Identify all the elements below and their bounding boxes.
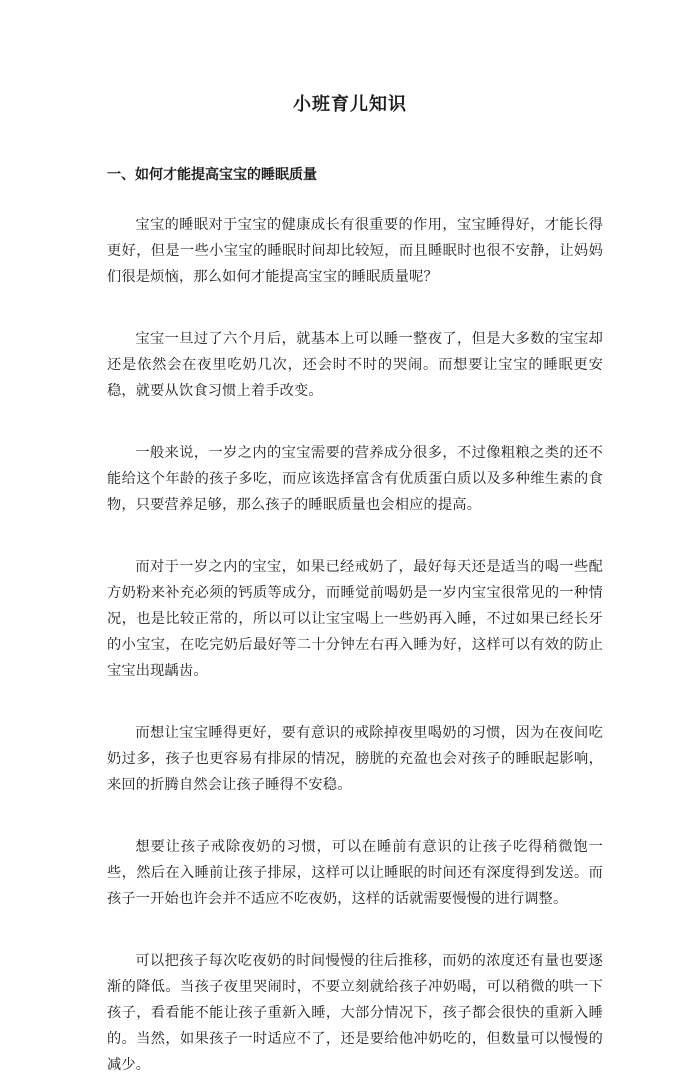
paragraph-7: 可以把孩子每次吃夜奶的时间慢慢的往后推移，而奶的浓度还有量也要逐渐的降低。当孩子夜里哭闹时，不要立刻就给孩子冲奶喝，可以稍微的哄一下孩子，看看能不能让孩子重新入睡，大部分情况下，孩子都会很快的重新入睡的。当然，如果孩子一时适应不了，还是要给他冲奶吃的，但数量可以慢慢的减少。 (107, 953, 603, 1073)
paragraph-2: 宝宝一旦过了六个月后，就基本上可以睡一整夜了，但是大多数的宝宝却还是依然会在夜里吃奶几次，还会时不时的哭闹。而想要让宝宝的睡眠更安稳，就要从饮食习惯上着手改变。 (107, 331, 603, 399)
page-title: 小班育儿知识 (293, 94, 407, 115)
section-heading: 一、如何才能提高宝宝的睡眠质量 (107, 167, 317, 183)
paragraph-1: 宝宝的睡眠对于宝宝的健康成长有很重要的作用，宝宝睡得好，才能长得更好，但是一些小宝宝的睡眠时间却比较短，而且睡眠时也很不安静，让妈妈们很是烦恼，那么如何才能提高宝宝的睡眠质量呢？ (107, 217, 603, 285)
paragraph-5: 而想让宝宝睡得更好，要有意识的戒除掉夜里喝奶的习惯，因为在夜间吃奶过多，孩子也更容易有排尿的情况，膀胱的充盈也会对孩子的睡眠起影响，来回的折腾自然会让孩子睡得不安稳。 (107, 725, 603, 793)
document-body (107, 212, 603, 1078)
paragraph-3: 一般来说，一岁之内的宝宝需要的营养成分很多，不过像粗粮之类的还不能给这个年龄的孩子多吃，而应该选择富含有优质蛋白质以及多种维生素的食物，只要营养足够，那么孩子的睡眠质量也会相应的提高。 (107, 445, 603, 513)
paragraph-4: 而对于一岁之内的宝宝，如果已经戒奶了，最好每天还是适当的喝一些配方奶粉来补充必须的钙质等成分，而睡觉前喝奶是一岁内宝宝很常见的一种情况，也是比较正常的，所以可以让宝宝喝上一些奶再入睡，不过如果已经长牙的小宝宝，在吃完奶后最好等二十分钟左右再入睡为好，这样可以有效的防止宝宝出现龋齿。 (107, 559, 603, 679)
paragraph-6: 想要让孩子戒除夜奶的习惯，可以在睡前有意识的让孩子吃得稍微饱一些，然后在入睡前让孩子排尿，这样可以让睡眠的时间还有深度得到发送。而孩子一开始也许会并不适应不吃夜奶，这样的话就需要慢慢的进行调整。 (107, 839, 603, 907)
